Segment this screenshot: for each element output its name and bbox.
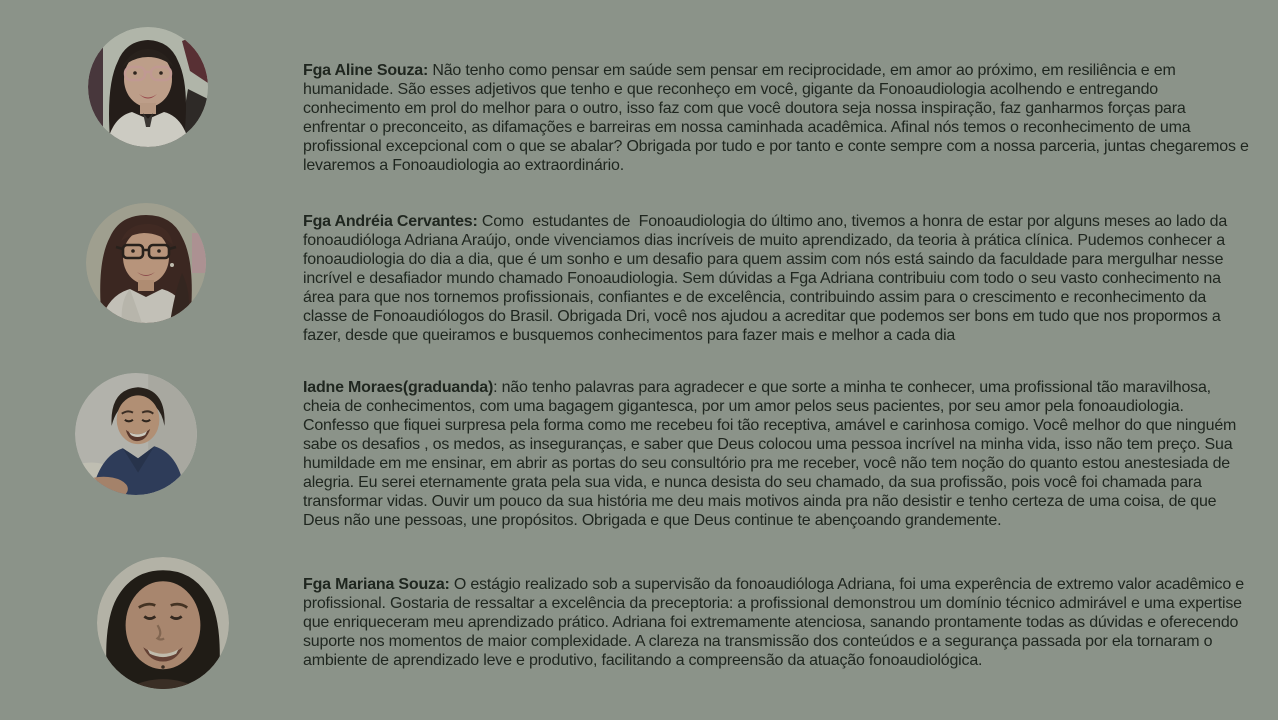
avatar-andreia-illustration	[86, 203, 206, 323]
testimonial-name: Fga Aline Souza:	[303, 62, 429, 79]
testimonial-body: Não tenho como pensar em saúde sem pensar em reciprocidade, em amor ao próximo, em resiliência e em humanidade. São esses adjetivos que tenho e que reconheço em você, gigante da Fonoaudiologia acolhendo e entregando conhecimento em prol do melhor para o outro, isso faz com que você doutora seja nossa inspiração, faz ganharmos forças para enfrentar o preconceito, as difamações e barreiras em nossa caminhada acadêmica. Afinal nós temos o reconhecimento de uma profissional excepcional com o que se abalar? Obrigada por tudo e por tanto e conte sempre com a nossa parceria, juntas chegaremos e levaremos a Fonoaudiologia ao extraordinário.	[303, 62, 1253, 174]
avatar-mariana-illustration	[97, 557, 229, 689]
testimonial-andreia	[303, 212, 1251, 345]
photo-iadne-moraes	[75, 373, 197, 495]
testimonial-name: Fga Andréia Cervantes:	[303, 213, 478, 230]
testimonial-mariana	[303, 575, 1251, 670]
testimonial-name: Fga Mariana Souza:	[303, 576, 450, 593]
testimonial-body: : não tenho palavras para agradecer e que sorte a minha te conhecer, uma profissional tão maravilhosa, cheia de conhecimentos, com uma bagagem gigantesca, por um amor pelos seus pacientes, por seu amor pela fonoaudiologia. Confesso que fiquei surpresa pela forma como me recebeu foi tão receptiva, amável e carinhosa comigo. Você melhor do que ninguém sabe os desafios , os medos, as inseguranças, e saber que Deus colocou uma pessoa incrível na minha vida, isso não tem preço. Sua humildade em me ensinar, em abrir as portas do seu consultório pra me receber, você não tem noção do quanto estou anestesiada de alegria. Eu serei eternamente grata pela sua vida, e nunca desista do seu chamado, da sua profissão, pois você foi chamada para transformar vidas. Ouvir um pouco da sua história me deu mais motivos ainda pra não desistir e tenho certeza de uma coisa, de que Deus não une pessoas, une propósitos. Obrigada e que Deus continue te abençoando grandemente.	[303, 379, 1241, 529]
avatar-iadne-illustration	[75, 373, 197, 495]
photo-andreia-cervantes	[86, 203, 206, 323]
photo-aline-souza	[88, 27, 208, 147]
photo-mariana-souza	[97, 557, 229, 689]
testimonial-body: O estágio realizado sob a supervisão da fonoaudióloga Adriana, foi uma experência de extremo valor acadêmico e profissional. Gostaria de ressaltar a excelência da preceptoria: a profissional demonstrou um domínio técnico admirável e uma expertise que enriqueceram meu aprendizado prático. Adriana foi extremamente atenciosa, sanando prontamente todas as dúvidas e oferecendo suporte nos momentos de maior complexidade. A clareza na transmissão dos conteúdos e a segurança passada por ela tornaram o ambiente de aprendizado leve e produtivo, facilitando a compreensão da atuação fonoaudiológica.	[303, 576, 1249, 669]
testimonial-body: Como estudantes de Fonoaudiologia do último ano, tivemos a honra de estar por alguns meses ao lado da fonoaudióloga Adriana Araújo, onde vivenciamos dias incríveis de muito aprendizado, da teoria à prática clínica. Pudemos conhecer a fonoaudiologia do dia a dia, que é um sonho e um desafio para quem assim com nós está saindo da faculdade para mergulhar nesse incrível e desafiador mundo chamado Fonoaudiologia. Sem dúvidas a Fga Adriana contribuiu com todo o seu vasto conhecimento na área para que nos tornemos profissionais, confiantes e de excelência, contribuindo assim para o crescimento e reconhecimento da classe de Fonoaudiólogos do Brasil. Obrigada Dri, você nos ajudou a acreditar que podemos ser bons em tudo que nos propormos a fazer, desde que queiramos e busquemos conhecimentos para fazer mais e melhor a cada dia	[303, 213, 1232, 344]
testimonial-name: Iadne Moraes(graduanda)	[303, 379, 494, 396]
avatar-aline-illustration	[88, 27, 208, 147]
testimonial-aline	[303, 61, 1251, 175]
testimonial-iadne	[303, 378, 1251, 530]
